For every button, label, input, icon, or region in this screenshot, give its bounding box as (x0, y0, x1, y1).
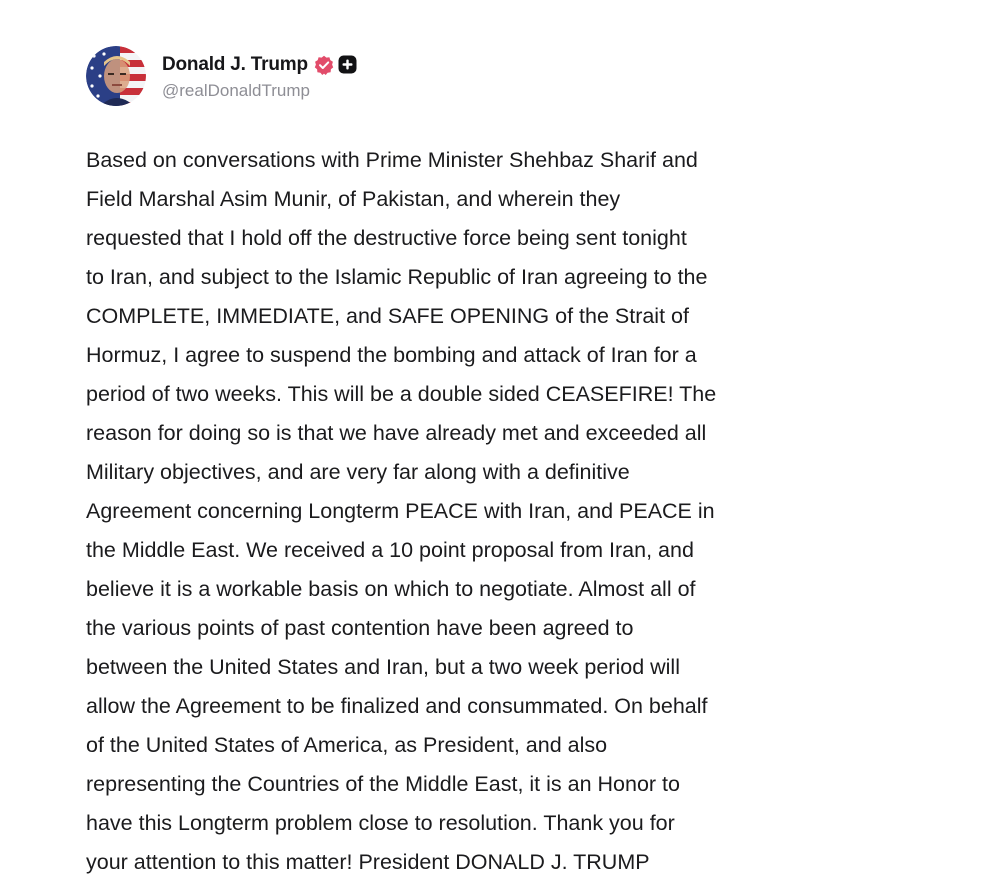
post-header (86, 44, 357, 108)
post-text-line: Based on conversations with Prime Minister Shehbaz Sharif and (86, 148, 698, 172)
post-text-line: to Iran, and subject to the Islamic Republic of Iran agreeing to the (86, 265, 708, 289)
author-identity (162, 52, 357, 101)
post-text-line: have this Longterm problem close to resolution. Thank you for (86, 811, 675, 835)
avatar[interactable] (86, 46, 146, 106)
post-text-line: COMPLETE, IMMEDIATE, and SAFE OPENING of the Strait of (86, 304, 689, 328)
post-text-line: representing the Countries of the Middle East, it is an Honor to (86, 772, 680, 796)
author-handle[interactable]: @realDonaldTrump (162, 80, 310, 100)
post-body-text (86, 141, 886, 882)
post-text-line: reason for doing so is that we have already met and exceeded all (86, 421, 707, 445)
post-text-line: of the United States of America, as President, and also (86, 733, 608, 757)
post-text-line: Military objectives, and are very far along with a definitive (86, 460, 630, 484)
post-text-line: Hormuz, I agree to suspend the bombing and attack of Iran for a (86, 343, 697, 367)
post-text-line: the Middle East. We received a 10 point proposal from Iran, and (86, 538, 694, 562)
post-text-line: Agreement concerning Longterm PEACE with Iran, and PEACE in (86, 499, 715, 523)
author-name-row (162, 52, 357, 78)
post-text-line: believe it is a workable basis on which to negotiate. Almost all of (86, 577, 696, 601)
post-text-line: Field Marshal Asim Munir, of Pakistan, and wherein they (86, 187, 621, 211)
post-text-line: the various points of past contention have been agreed to (86, 616, 634, 640)
plus-badge-icon (338, 55, 357, 74)
post-text-line: allow the Agreement to be finalized and consummated. On behalf (86, 694, 708, 718)
post-text-line: your attention to this matter! President DONALD J. TRUMP (86, 850, 650, 874)
flag-portrait-avatar-icon (86, 46, 146, 106)
verified-check-icon (314, 55, 334, 75)
post-text-line: between the United States and Iran, but a two week period will (86, 655, 680, 679)
post-text-line: requested that I hold off the destructive force being sent tonight (86, 226, 687, 250)
author-display-name[interactable]: Donald J. Trump (162, 53, 308, 75)
post-text-line: period of two weeks. This will be a double sided CEASEFIRE! The (86, 382, 717, 406)
